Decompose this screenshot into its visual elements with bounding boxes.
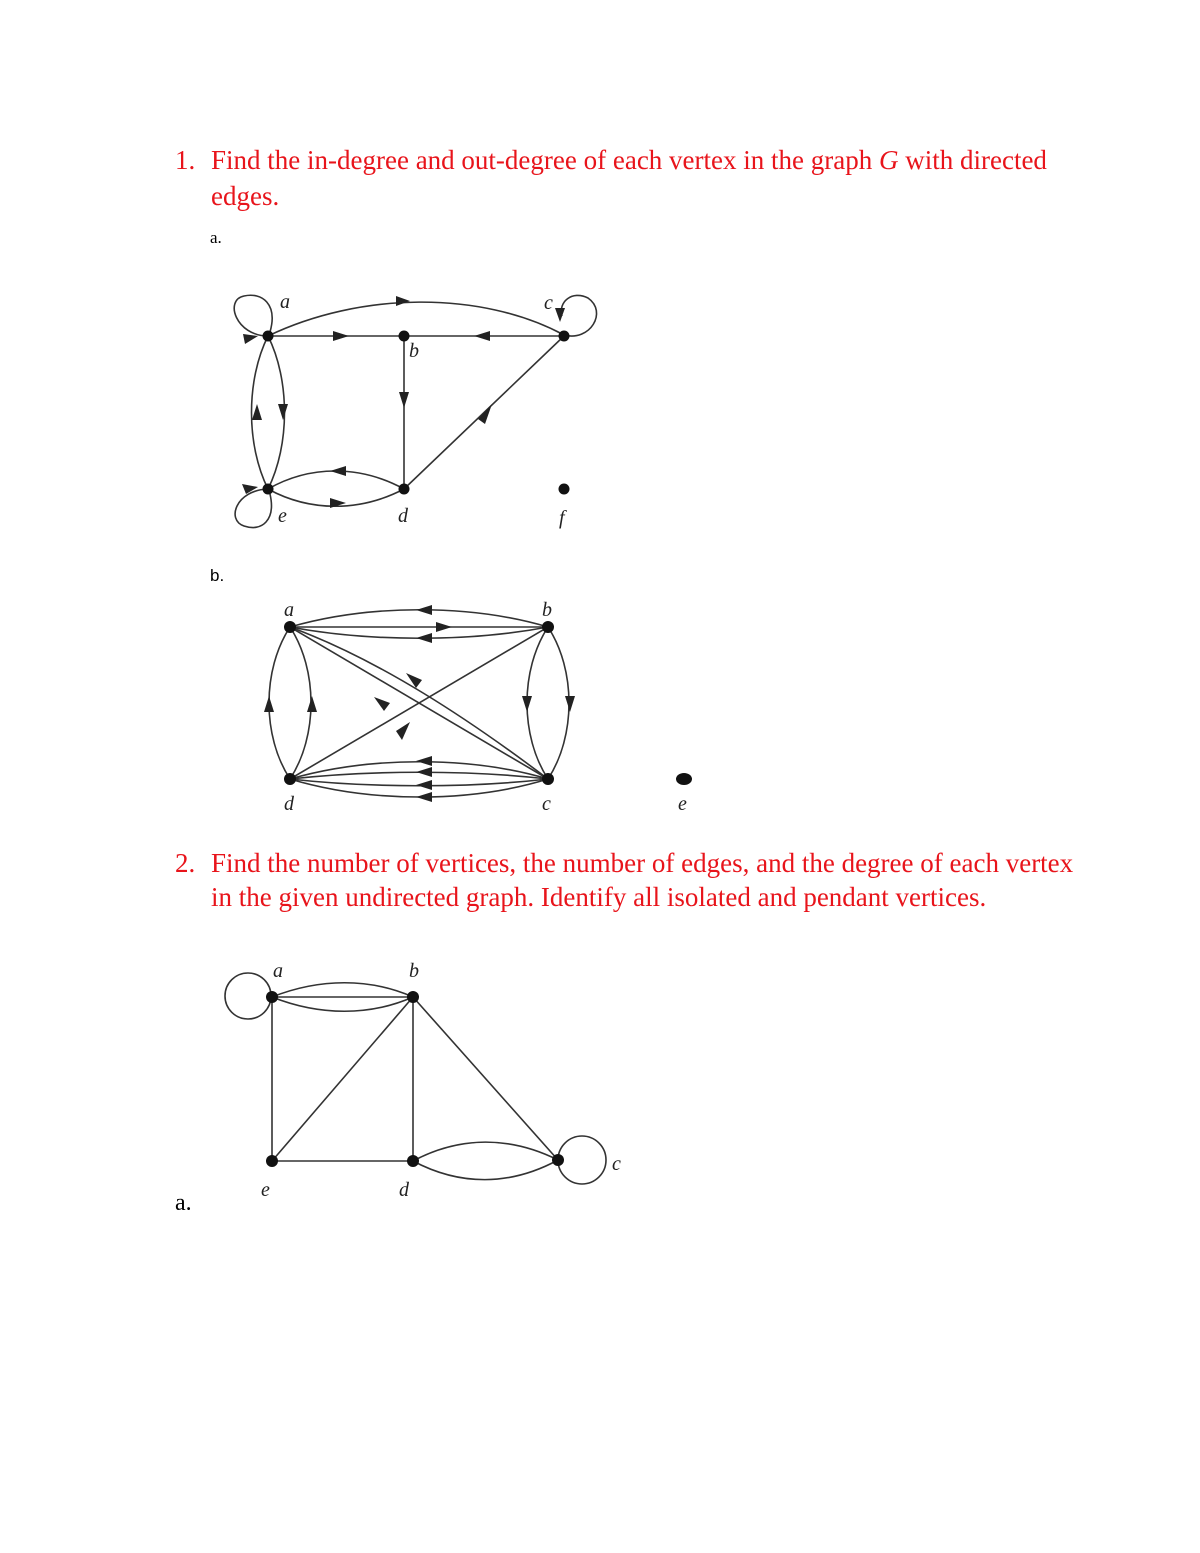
arrowhead-b-d [399,392,409,408]
edge-b-c-right [548,627,569,779]
edge-a-b-1 [272,983,413,997]
edge-b-e [272,997,413,1161]
vertex-a [266,991,278,1003]
edge-e-a [252,336,269,489]
arrowhead-c-b [474,331,490,341]
vertex-label-c: c [544,292,553,314]
vertex-d [399,484,410,495]
arrowhead-a-c [396,296,410,306]
edge-d-c-1 [413,1142,558,1161]
vertex-label-b: b [409,340,419,362]
edge-d-e [268,471,404,489]
vertex-label-a: a [280,291,290,313]
graph-2a [225,960,621,1201]
arrowhead-b-a-top [416,605,432,615]
vertex-b [542,621,554,633]
arrowhead-c-d-4 [416,792,432,802]
vertex-label-e: e [678,793,687,815]
vertex-label-e: e [278,505,287,527]
edge-d-a-left [269,627,290,779]
vertex-label-d: d [399,1179,409,1201]
edge-loop-c [558,1136,606,1184]
arrowhead-c-a-2 [374,697,390,711]
vertex-label-c: c [542,793,551,815]
arrowhead-d-a-left [264,696,274,712]
vertex-e [676,773,692,785]
arrowhead-loop-a [243,334,258,344]
vertex-c [542,773,554,785]
edge-b-c-left [527,627,548,779]
vertex-label-b: b [542,599,552,621]
vertex-a [263,331,274,342]
arrowhead-d-b [396,722,410,740]
arrowhead-d-e [330,466,346,476]
arrowhead-c-a-1 [406,673,422,688]
vertex-b [399,331,410,342]
edge-loop-c [561,295,596,336]
graph-symbol: G [878,145,899,175]
vertex-d [407,1155,419,1167]
edge-b-a-top [290,610,548,627]
edge-a-b-3 [272,997,413,1011]
edge-c-d-1 [290,762,548,779]
arrowhead-b-c-right [565,696,575,712]
vertex-label-a: a [284,599,294,621]
vertex-e [266,1155,278,1167]
question-2-text: Find the number of vertices, the number of edges, and the degree of each vertex in the given undirected graph. Identify all isolated and pendant vertices. [211,848,1074,912]
arrowhead-a-b [333,331,349,341]
vertex-d [284,773,296,785]
edge-a-c [268,302,564,336]
edge-b-c [413,997,558,1160]
question-1-number: 1. [175,145,196,175]
vertex-label-d: d [398,505,408,527]
part-1b-label: b. [210,566,225,585]
vertex-label-d: d [284,793,294,815]
arrowhead-a-e [278,404,288,420]
arrowhead-e-a [252,404,262,420]
vertex-label-e: e [261,1179,270,1201]
arrowhead-b-a-bottom [416,633,432,643]
vertex-c [559,331,570,342]
edge-d-c [404,336,564,489]
arrowhead-d-a-right [307,696,317,712]
arrowhead-c-d-3 [416,780,432,790]
arrowhead-a-b [436,622,452,632]
vertex-e [263,484,274,495]
arrowhead-c-d-1 [416,756,432,766]
edge-b-a-bottom [290,627,548,638]
vertex-label-c: c [612,1153,621,1175]
vertex-label-b: b [409,960,419,982]
question-1-text: Find the in-degree and out-degree of each vertex in the graph G with directed edges. [211,145,1047,211]
vertex-label-a: a [273,960,283,982]
edge-loop-a [225,973,271,1019]
vertex-a [284,621,296,633]
part-1a-label: a. [210,228,222,247]
arrowhead-b-c-left [522,696,532,712]
part-2a-label: a. [175,1190,192,1216]
edge-d-a-right [290,627,311,779]
vertex-c [552,1154,564,1166]
edge-d-c-2 [413,1160,558,1180]
arrowhead-loop-c [555,308,565,322]
vertex-b [407,991,419,1003]
vertex-f [559,484,570,495]
question-2-number: 2. [175,848,196,878]
arrowhead-c-d-2 [416,767,432,777]
edge-c-d-4 [290,779,548,797]
vertex-label-f: f [559,507,565,529]
edge-loop-a [234,295,272,336]
graph-1b [264,599,692,815]
edge-loop-e [235,489,271,528]
graph-1a [234,291,596,529]
arrowhead-d-c [478,404,492,424]
edge-c-d-2 [290,772,548,779]
